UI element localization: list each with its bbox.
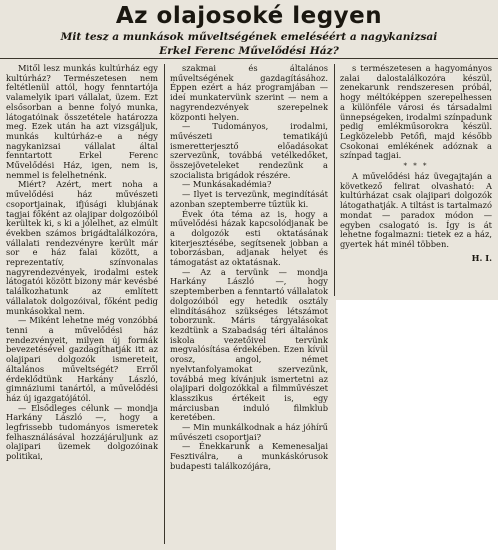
column-rule-1: [164, 64, 165, 544]
paragraph: — Ilyet is tervezünk, megindítását azonban szeptemberre tűztük ki.: [170, 189, 328, 209]
paragraph: — Az a tervünk — mondja Harkány László —, hogy szeptemberben a fenntartó vállalatok dolgozóiból egy hetedik osztály elindításához szükséges létszámot toborzunk. Máris tárgyalásokat kezdtünk a Szabadság téri általános iskola vezetőivel tervünk megvalósítása érdekében. Ezen kívül orosz, angol, német nyelvtanfolyamokat szervezünk, továbbá meg kívánjuk ismertetni az olajipari dolgozókkal a filmművészet klasszikus értékeit is, egy márciusban induló filmklub keretében.: [170, 266, 328, 423]
paragraph: A művelődési ház üvegajtaján a következő felirat olvasható: A kultúrházat csak olajipari dolgozók látogathatják. A tiltást is tartalmazó mondat — paradox módon — egyben csalogató is. Így is át lehetne fogalmazni: tietek ez a ház, gyertek hát minél többen.: [340, 171, 492, 249]
paragraph: — Tudományos, irodalmi, művészeti tematikájú ismeretterjesztő előadásokat szervezünk, továbbá vetélkedőket, összejöveteleket rendezünk a szocialista brigádok részére.: [170, 121, 328, 180]
subtitle-line-1: Mit tesz a munkások műveltségének emeléséért a nagykanizsai: [60, 31, 438, 43]
section-separator: * * *: [403, 162, 429, 171]
author-signature: H. I.: [471, 252, 492, 263]
article-subtitle: [14, 30, 484, 58]
paragraph: — Miként lehetne még vonzóbbá tenni a művelődési ház rendezvényeit, milyen új formák bevezetésével gazdagíthatják itt az olajipari dolgozók ismereteit, általános műveltségét? Erről érdeklődtünk Harkány László, gimnáziumi tanártól, a művelődési ház új igazgatójától.: [6, 315, 158, 403]
paragraph: szakmai és általános műveltségének gazdagításához. Éppen ezért a ház programjában — ideí munkatervünk szerint — nem a nagyrendezvények szerepelnek központi helyen.: [170, 64, 328, 122]
article-column-1: [6, 64, 158, 548]
paragraph: Évek óta téma az is, hogy a művelődési házak kapcsolódjanak be a dolgozók esti oktatásának kiterjesztésébe, segítsenek jobban a toborzásban, adjanak helyet és támogatást az oktatásnak.: [170, 208, 328, 268]
column-rule-2: [334, 64, 335, 296]
paragraph: Mitől lesz munkás kultúrház egy kultúrház? Természetesen nem feltétlenül attól, hogy fenntartója valamelyik ipari vállalat, üzem. Ezt elsősorban a benne folyó munka, látogatóinak összetétele határozza meg. Ezek után ha azt vizsgáljuk, munkás kultúrház-e a négy nagykanizsai vállalat által fenntartott Erkel Ferenc Művelődési Ház, igen, nem is, nemmel is felelhetnénk.: [6, 64, 158, 180]
paragraph: Miért? Azért, mert noha a művelődési ház művészeti csoportjainak, ifjúsági klubjának tagjai főként az olajipar dolgozóiból kerültek ki, s ki a jólelhet, az elmúlt években számos brigádtalálkozóra, vállalati rendezvényre került már sor e ház falai között, a reprezentatív, színvonalas nagyrendezvények, irodalmi estek látogatói között bizony már kevésbé találkozhatunk az említett vállalatok dolgozóival, főként pedig munkásokkal nem.: [6, 179, 158, 316]
article-headline: Az olajosoké legyen: [115, 3, 383, 29]
paragraph: s természetesen a hagyományos zalai dalostalálkozóra készül, zenekarunk rendszeresen próbál, hogy méltóképpen szerepelhessen a különféle városi és társadalmi ünnepségeken, irodalmi színpadunk pedig emlékműsorokra készül. Legközelebb Petőfi, majd később Csokonai emlékének adóznak a színpad tagjai.: [340, 64, 492, 161]
blank-area: [336, 300, 498, 550]
paragraph: — Elsődleges célunk — mondja Harkány László —, hogy a legfrissebb tudományos ismeretek felhasználásával hozzájáruljunk az olajipari üzemek dolgozóinak politikai,: [6, 402, 158, 462]
paragraph: — Énekkarunk a Kemenesaljai Fesztiválra, a munkáskórusok budapesti találkozójára,: [170, 441, 328, 471]
paragraph: — Min munkálkodnak a ház jóhírű művészeti csoportjai?: [170, 422, 328, 442]
article-column-3: [340, 64, 492, 292]
header-rule: [0, 58, 498, 59]
article-column-2: [170, 64, 328, 548]
subtitle-line-2: Erkel Ferenc Művelődési Ház?: [159, 45, 339, 57]
paragraph: — Munkásakadémia?: [182, 179, 272, 190]
